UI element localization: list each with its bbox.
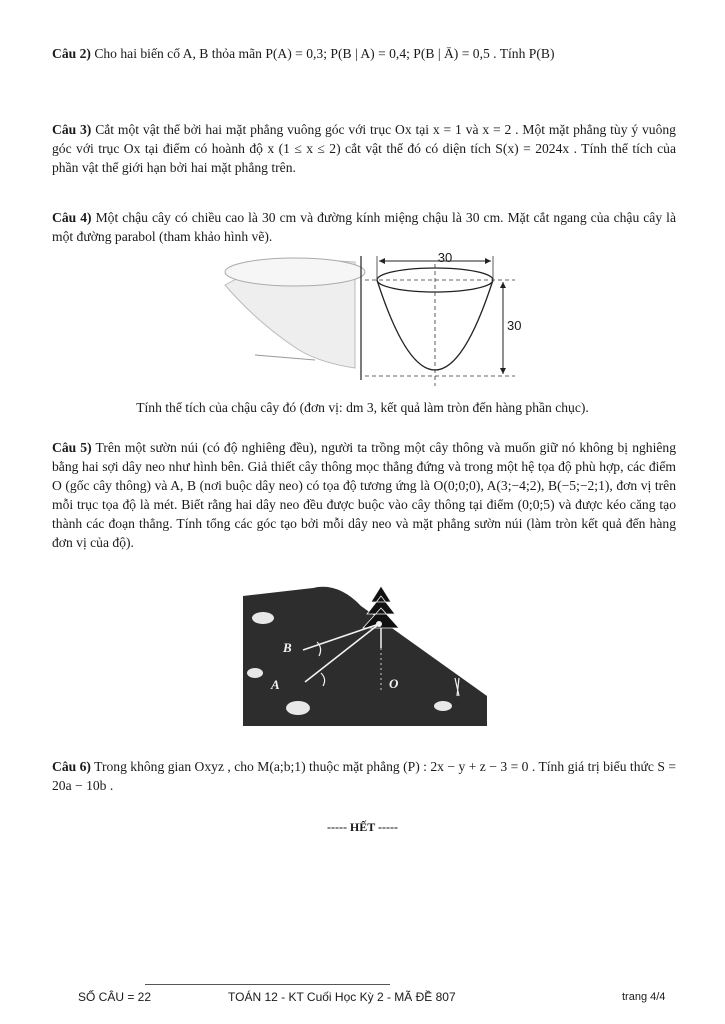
label-point-a: A xyxy=(271,677,280,692)
height-label: 30 xyxy=(507,318,522,333)
width-label: 30 xyxy=(437,250,453,265)
footer-rule xyxy=(145,984,390,985)
question-6 xyxy=(52,757,676,795)
question-3-label: Câu 3) xyxy=(52,122,92,137)
parabola-diagram xyxy=(365,256,515,386)
flower-pot-figure xyxy=(215,250,535,390)
question-2 xyxy=(52,44,676,63)
question-3-text: Cắt một vật thể bởi hai mặt phẳng vuông góc với trục Ox tại x = 1 và x = 2 . Một mặt phẳng tùy ý vuông góc với trục Ox tại điểm có hoành độ x (1 ≤ x ≤ 2) cắt vật thể đó có diện tích S(x) = 2024x . Tính thể tích của phần vật thể giới hạn bởi hai mặt phẳng trên. xyxy=(52,122,676,175)
footer-page-number: trang 4/4 xyxy=(622,991,666,1003)
question-4-label: Câu 4) xyxy=(52,210,92,225)
label-point-b: B xyxy=(283,640,292,655)
question-6-label: Câu 6) xyxy=(52,759,91,774)
question-4-text: Một chậu cây có chiều cao là 30 cm và đường kính miệng chậu là 30 cm. Mặt cắt ngang của chậu cây là một đường parabol (tham khảo hình vẽ). xyxy=(52,210,676,244)
question-3 xyxy=(52,120,676,177)
mountain-slope-drawing xyxy=(243,578,487,726)
footer-exam-title: TOÁN 12 - KT Cuối Học Kỳ 2 - MÃ ĐỀ 807 xyxy=(228,990,456,1004)
question-5 xyxy=(52,438,676,552)
question-2-text: Cho hai biến cố A, B thỏa mãn P(A) = 0,3; P(B | A) = 0,4; P(B | Ā) = 0,5 . Tính P(B) xyxy=(94,46,555,61)
question-2-label: Câu 2) xyxy=(52,46,91,61)
footer-question-count: SỐ CÂU = 22 xyxy=(78,990,152,1004)
label-point-o: O xyxy=(389,676,399,691)
pot-photo xyxy=(225,258,365,368)
question-4 xyxy=(52,208,676,246)
question-5-label: Câu 5) xyxy=(52,440,92,455)
question-4-prompt: Tính thể tích của chậu cây đó (đơn vị: dm 3, kết quả làm tròn đến hàng phần chục). xyxy=(136,400,589,415)
question-5-text: Trên một sườn núi (có độ nghiêng đều), người ta trồng một cây thông và muốn giữ nó không bị nghiêng bằng hai sợi dây neo như hình bên. Giả thiết cây thông mọc thẳng đứng và trong một hệ tọa độ phù hợp, các điểm O (gốc cây thông) và A, B (nơi buộc dây neo) có tọa độ tương ứng là O(0;0;0), A(3;−4;2), B(−5;−2;1), đơn vị trên mỗi trục tọa độ là mét. Biết rằng hai dây neo đều được buộc vào cây thông tại điểm (0;0;5) và được kéo căng tạo thành các đoạn thẳng. Tính tổng các góc tạo bởi mỗi dây neo và mặt phẳng sườn núi (làm tròn kết quả đến hàng đơn vị của độ). xyxy=(52,440,677,550)
end-mark: ----- HẾT ----- xyxy=(326,820,399,834)
mountain-figure xyxy=(243,578,487,726)
question-6-text: Trong không gian Oxyz , cho M(a;b;1) thuộc mặt phẳng (P) : 2x − y + z − 3 = 0 . Tính giá trị biểu thức S = 20a − 10b . xyxy=(52,759,676,793)
